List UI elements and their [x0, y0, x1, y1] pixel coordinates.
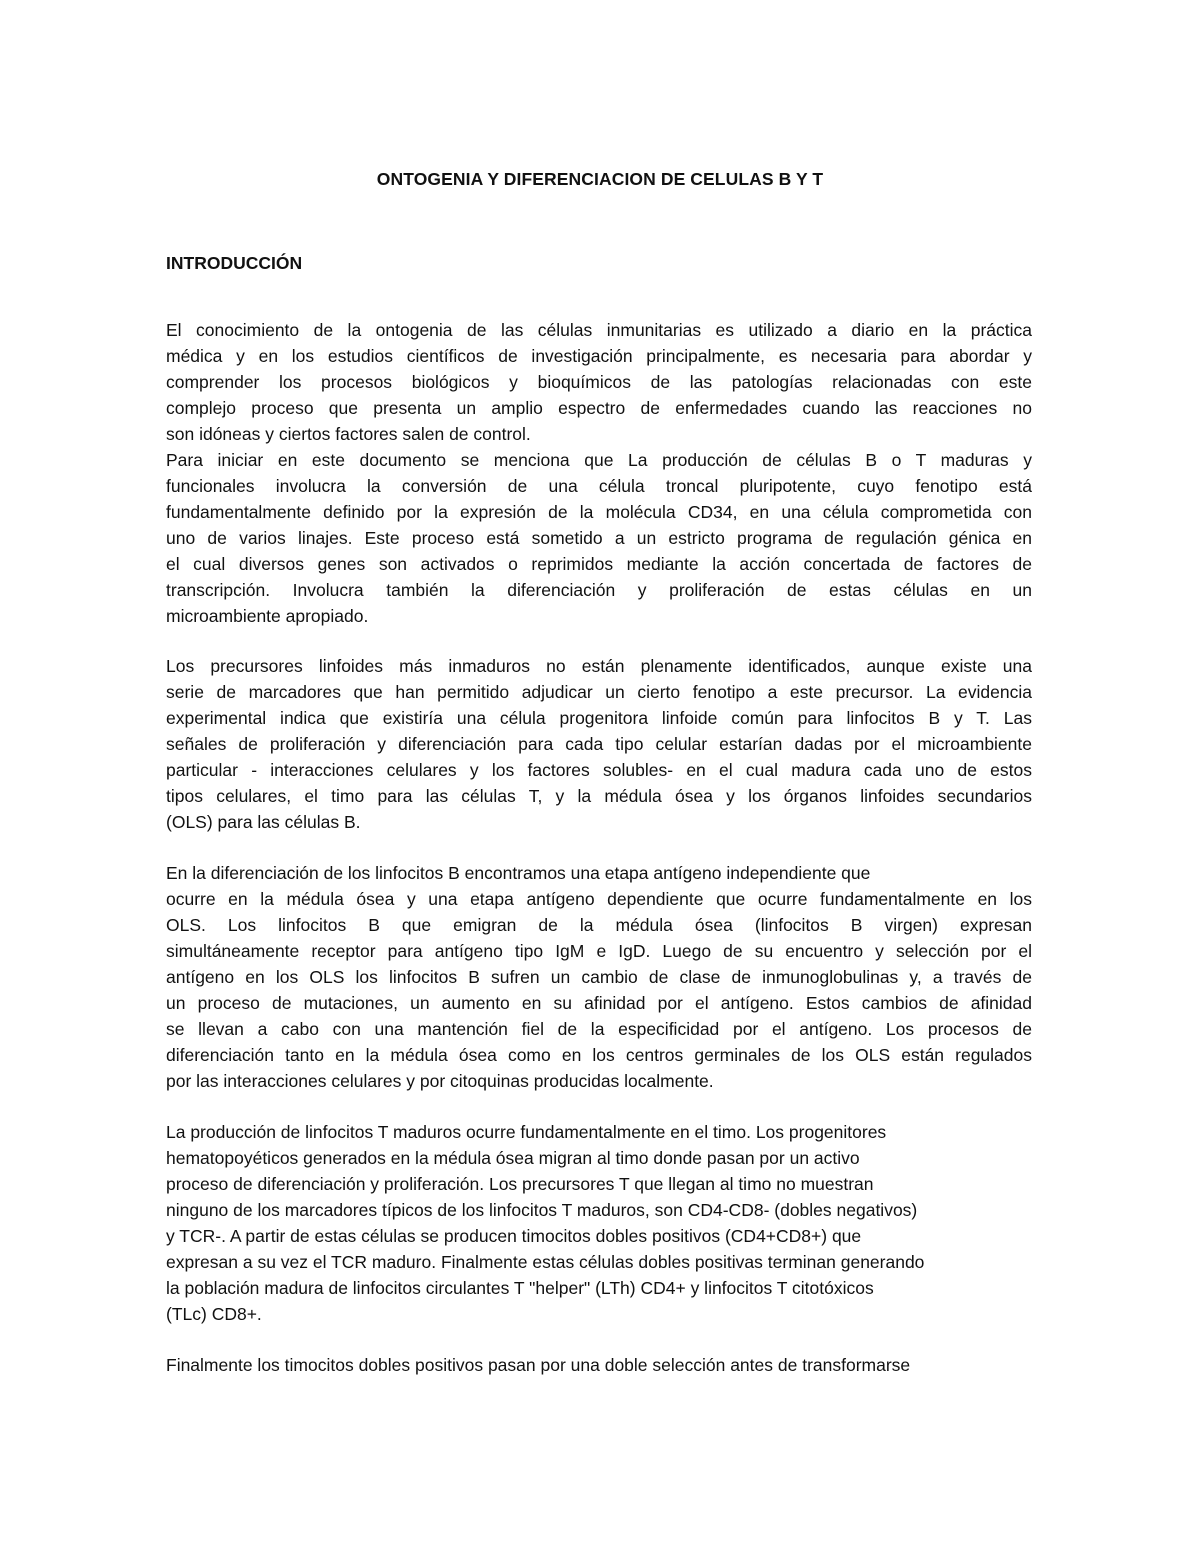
text-line: OLS. Los linfocitos B que emigran de la médula ósea (linfocitos B virgen) expresan [166, 915, 1032, 935]
text-line: complejo proceso que presenta un amplio espectro de enfermedades cuando las reacciones no [166, 398, 1032, 418]
document-title: ONTOGENIA Y DIFERENCIACION DE CELULAS B Y T [376, 169, 824, 189]
text-line: médica y en los estudios científicos de investigación principalmente, es necesaria para abordar y [166, 346, 1032, 366]
text-line: ninguno de los marcadores típicos de los linfocitos T maduros, son CD4-CD8- (dobles negativos) [166, 1200, 918, 1220]
text-line: comprender los procesos biológicos y bioquímicos de las patologías relacionadas con este [166, 372, 1032, 392]
text-line: proceso de diferenciación y proliferación. Los precursores T que llegan al timo no muestran [166, 1174, 874, 1194]
text-line: por las interacciones celulares y por citoquinas producidas localmente. [166, 1071, 714, 1091]
text-line: se llevan a cabo con una mantención fiel de la especificidad por el antígeno. Los procesos de [166, 1019, 1032, 1039]
text-line: (TLc) CD8+. [166, 1304, 262, 1324]
text-line: señales de proliferación y diferenciación para cada tipo celular estarían dadas por el microambiente [166, 734, 1032, 754]
paragraph-linfocitos-b [166, 860, 1032, 1094]
text-line: funcionales involucra la conversión de una célula troncal pluripotente, cuyo fenotipo está [166, 476, 1032, 496]
text-line: el cual diversos genes son activados o reprimidos mediante la acción concertada de factores de [166, 554, 1032, 574]
text-line: Finalmente los timocitos dobles positivos pasan por una doble selección antes de transformarse [166, 1355, 911, 1375]
text-line: y TCR-. A partir de estas células se producen timocitos dobles positivos (CD4+CD8+) que [166, 1226, 862, 1246]
paragraph-precursores [166, 653, 1032, 835]
section-heading-introduccion: INTRODUCCIÓN [166, 253, 303, 273]
text-line: particular - interacciones celulares y los factores solubles- en el cual madura cada uno de estos [166, 760, 1032, 780]
text-line: transcripción. Involucra también la diferenciación y proliferación de estas células en un [166, 580, 1032, 600]
paragraph-linfocitos-t [166, 1119, 1032, 1327]
text-line: La producción de linfocitos T maduros ocurre fundamentalmente en el timo. Los progenitores [166, 1122, 887, 1142]
text-line: tipos celulares, el timo para las células T, y la médula ósea y los órganos linfoides secundarios [166, 786, 1032, 806]
text-line: la población madura de linfocitos circulantes T "helper" (LTh) CD4+ y linfocitos T citotóxicos [166, 1278, 874, 1298]
paragraph-intro [166, 317, 1032, 629]
text-line: diferenciación tanto en la médula ósea como en los centros germinales de los OLS están regulados [166, 1045, 1032, 1065]
text-line: un proceso de mutaciones, un aumento en su afinidad por el antígeno. Estos cambios de afinidad [166, 993, 1032, 1013]
text-line: simultáneamente receptor para antígeno tipo IgM e IgD. Luego de su encuentro y selección por el [166, 941, 1032, 961]
text-line: (OLS) para las células B. [166, 812, 361, 832]
text-line: fundamentalmente definido por la expresión de la molécula CD34, en una célula comprometida con [166, 502, 1032, 522]
paragraph-seleccion [166, 1352, 1032, 1378]
text-line: expresan a su vez el TCR maduro. Finalmente estas células dobles positivas terminan generando [166, 1252, 925, 1272]
text-line: son idóneas y ciertos factores salen de control. [166, 424, 531, 444]
text-line: El conocimiento de la ontogenia de las células inmunitarias es utilizado a diario en la práctica [166, 320, 1032, 340]
text-line: Para iniciar en este documento se menciona que La producción de células B o T maduras y [166, 450, 1032, 470]
text-line: microambiente apropiado. [166, 606, 369, 626]
text-line: antígeno en los OLS los linfocitos B sufren un cambio de clase de inmunoglobulinas y, a través de [166, 967, 1032, 987]
text-line: ocurre en la médula ósea y una etapa antígeno dependiente que ocurre fundamentalmente en los [166, 889, 1032, 909]
text-line: En la diferenciación de los linfocitos B encontramos una etapa antígeno independiente que [166, 863, 871, 883]
text-line: uno de varios linajes. Este proceso está sometido a un estricto programa de regulación génica en [166, 528, 1032, 548]
text-line: Los precursores linfoides más inmaduros no están plenamente identificados, aunque existe una [166, 656, 1032, 676]
text-line: serie de marcadores que han permitido adjudicar un cierto fenotipo a este precursor. La evidencia [166, 682, 1032, 702]
text-line: hematopoyéticos generados en la médula ósea migran al timo donde pasan por un activo [166, 1148, 860, 1168]
text-line: experimental indica que existiría una célula progenitora linfoide común para linfocitos B y T. Las [166, 708, 1032, 728]
